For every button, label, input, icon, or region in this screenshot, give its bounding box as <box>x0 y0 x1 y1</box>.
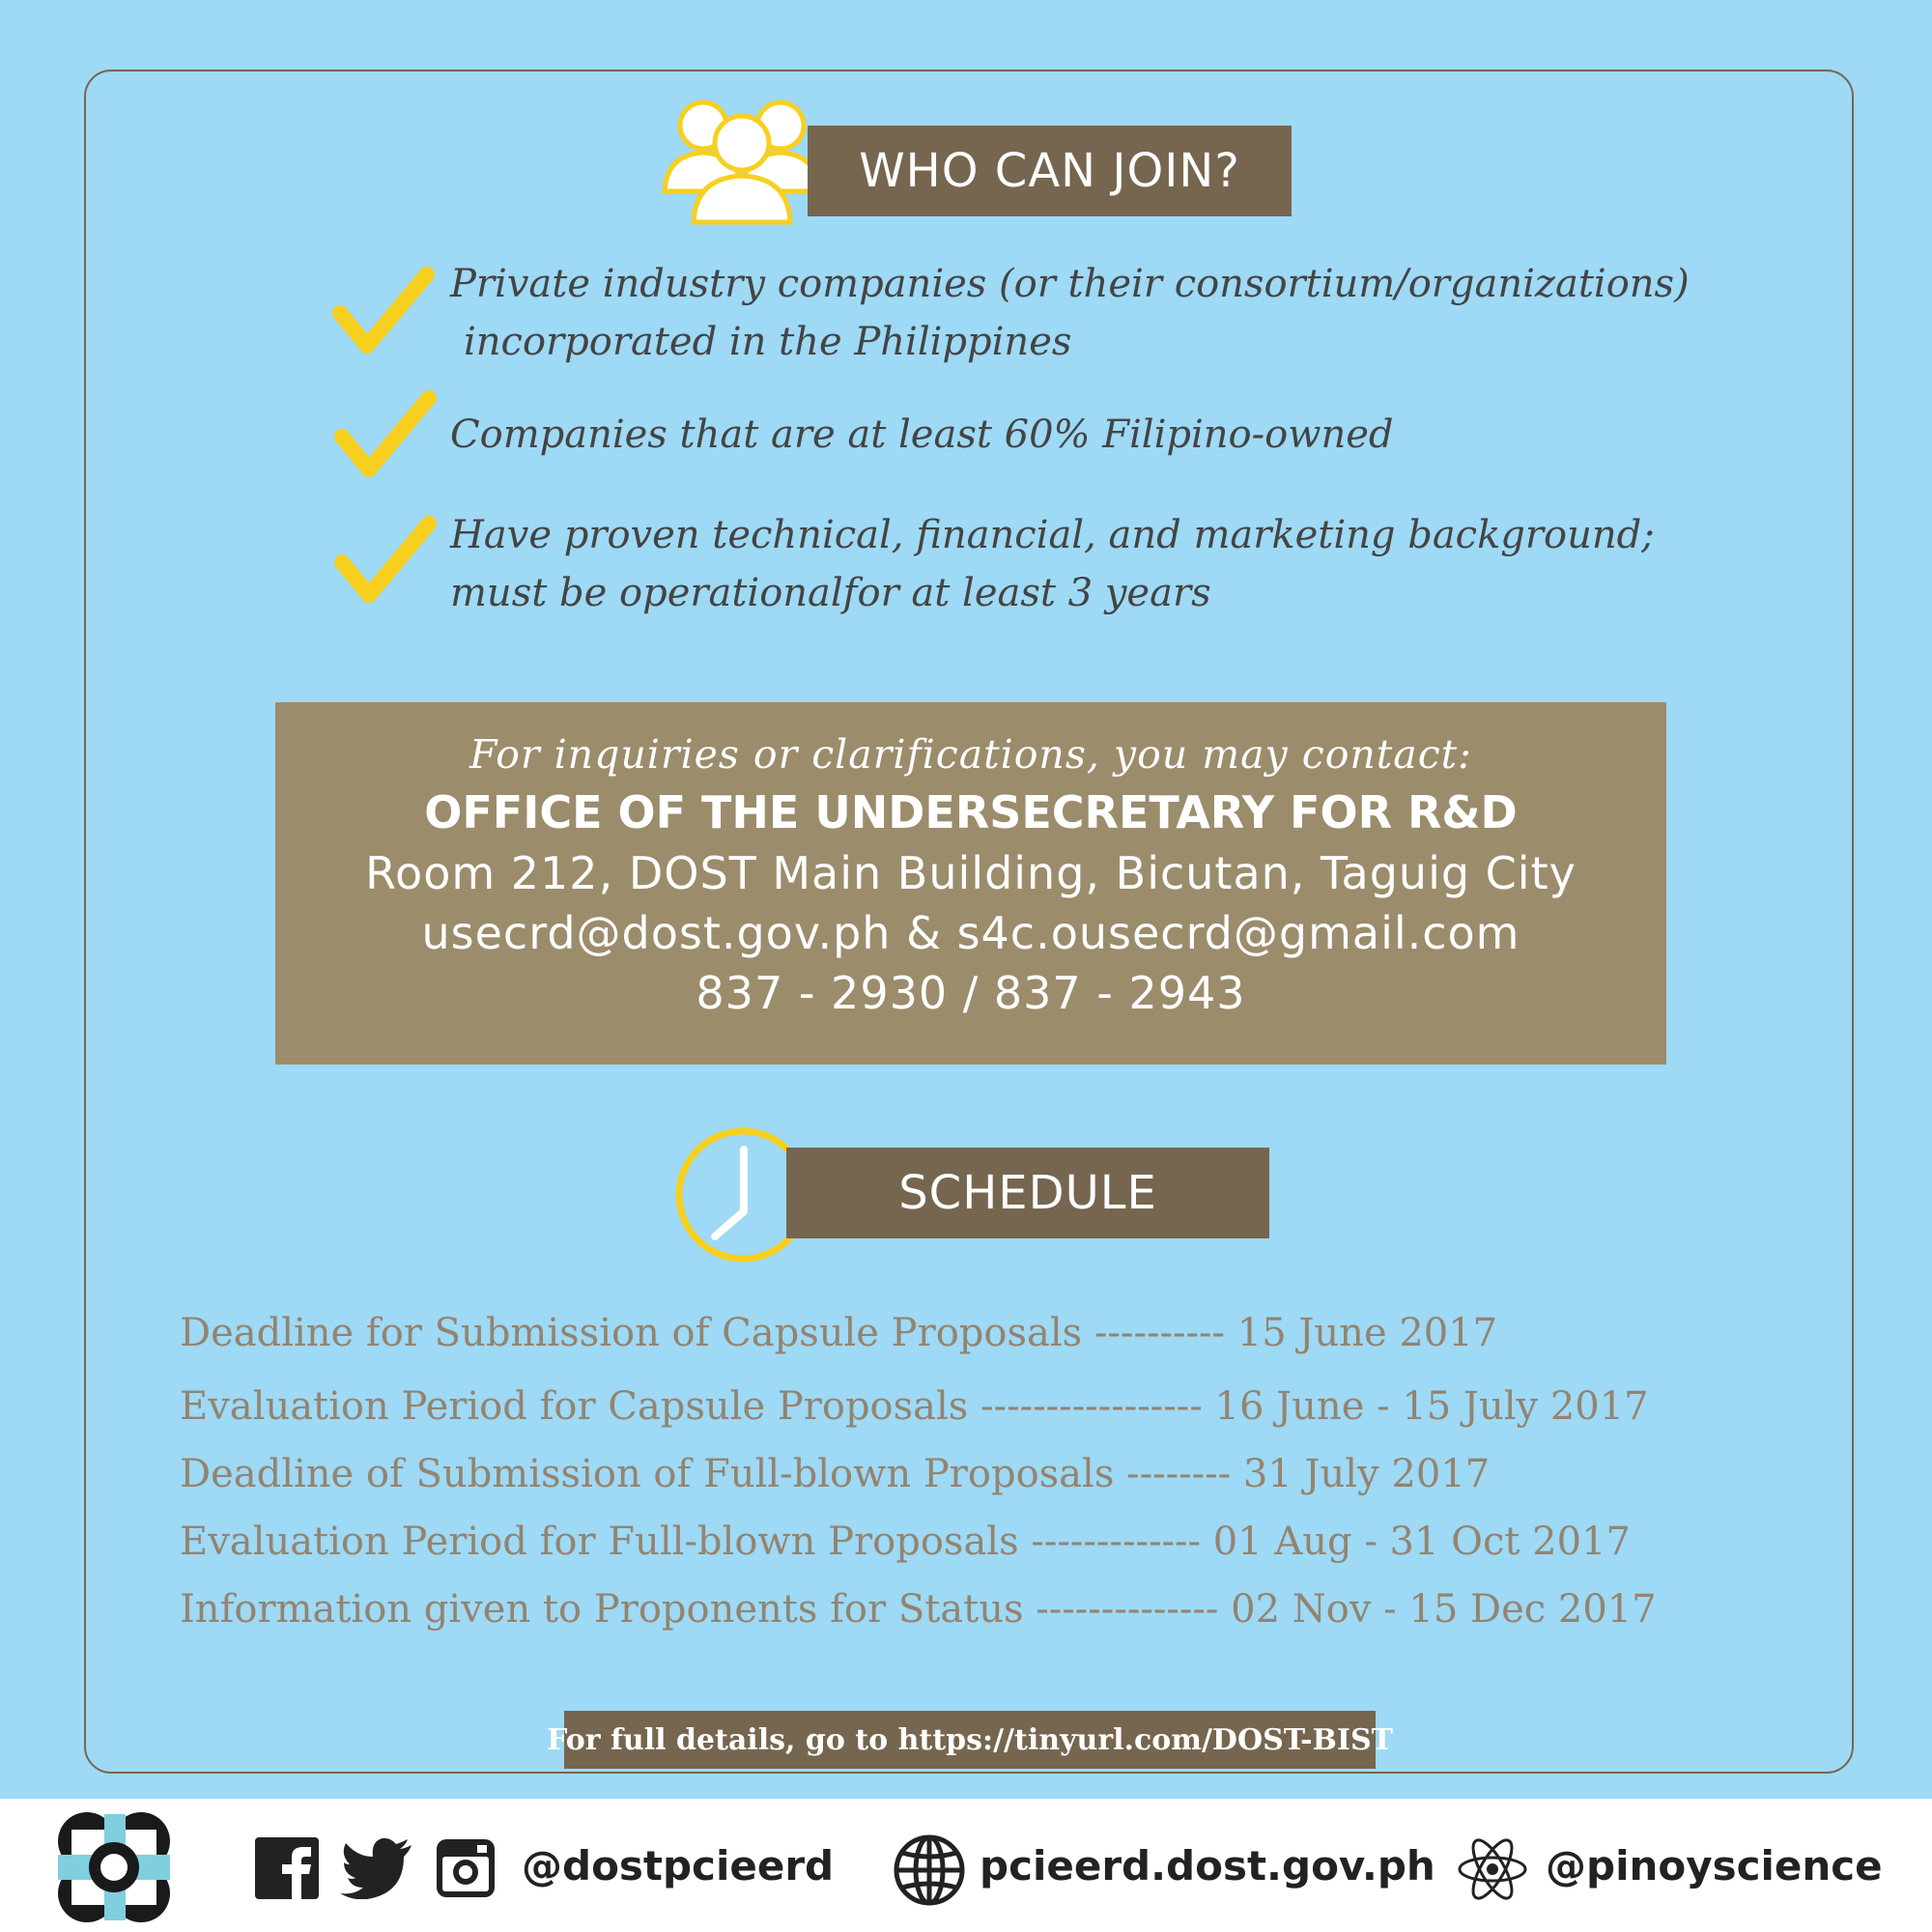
facebook-icon[interactable] <box>255 1837 319 1899</box>
people-icon <box>655 95 829 230</box>
twitter-icon[interactable] <box>340 1837 413 1899</box>
schedule-item: Deadline for Submission of Capsule Proposals ---------- 15 June 2017 <box>180 1311 1498 1355</box>
criterion-line: must be operationalfor at least 3 years <box>450 571 1211 615</box>
contact-intro: For inquiries or clarifications, you may contact: <box>469 731 1472 778</box>
office-name: OFFICE OF THE UNDERSECRETARY FOR R&D <box>424 786 1518 838</box>
instagram-icon[interactable] <box>435 1837 497 1899</box>
criterion-line: incorporated in the Philippines <box>464 320 1072 364</box>
criterion-item <box>450 255 1690 371</box>
criterion-line: Private industry companies (or their consortium/organizations) <box>450 262 1690 306</box>
schedule-item: Deadline of Submission of Full-blown Proposals -------- 31 July 2017 <box>180 1452 1491 1496</box>
checkmark-icon <box>332 386 439 483</box>
contact-emails[interactable]: usecrd@dost.gov.ph & s4c.ousecrd@gmail.com <box>421 907 1520 959</box>
dost-logo-icon <box>50 1808 178 1926</box>
website-link[interactable]: pcieerd.dost.gov.ph <box>980 1842 1435 1889</box>
science-handle[interactable]: @pinoyscience <box>1546 1842 1883 1889</box>
globe-icon <box>893 1833 966 1907</box>
checkmark-icon <box>332 512 439 609</box>
criterion-item <box>450 406 1394 464</box>
criterion-item <box>450 506 1655 622</box>
schedule-title: SCHEDULE <box>786 1148 1269 1238</box>
contact-box <box>275 702 1666 1065</box>
who-can-join-title: WHO CAN JOIN? <box>808 126 1292 216</box>
criterion-line: Have proven technical, financial, and marketing background; <box>450 513 1655 557</box>
checkmark-icon <box>330 263 437 359</box>
schedule-item: Information given to Proponents for Status -------------- 02 Nov - 15 Dec 2017 <box>180 1587 1657 1632</box>
contact-phones: 837 - 2930 / 837 - 2943 <box>696 967 1246 1019</box>
schedule-item: Evaluation Period for Full-blown Proposals ------------- 01 Aug - 31 Oct 2017 <box>180 1520 1631 1564</box>
full-details-link[interactable]: For full details, go to https://tinyurl.com/DOST-BIST <box>564 1711 1376 1769</box>
atom-icon <box>1457 1833 1528 1905</box>
office-address: Room 212, DOST Main Building, Bicutan, Taguig City <box>365 847 1577 899</box>
social-handle[interactable]: @dostpcieerd <box>522 1842 835 1889</box>
footer-bar <box>0 1799 1932 1932</box>
schedule-item: Evaluation Period for Capsule Proposals ----------------- 16 June - 15 July 2017 <box>180 1384 1649 1429</box>
criterion-line: Companies that are at least 60% Filipino-owned <box>450 412 1394 457</box>
schedule-list <box>180 1299 1783 1643</box>
